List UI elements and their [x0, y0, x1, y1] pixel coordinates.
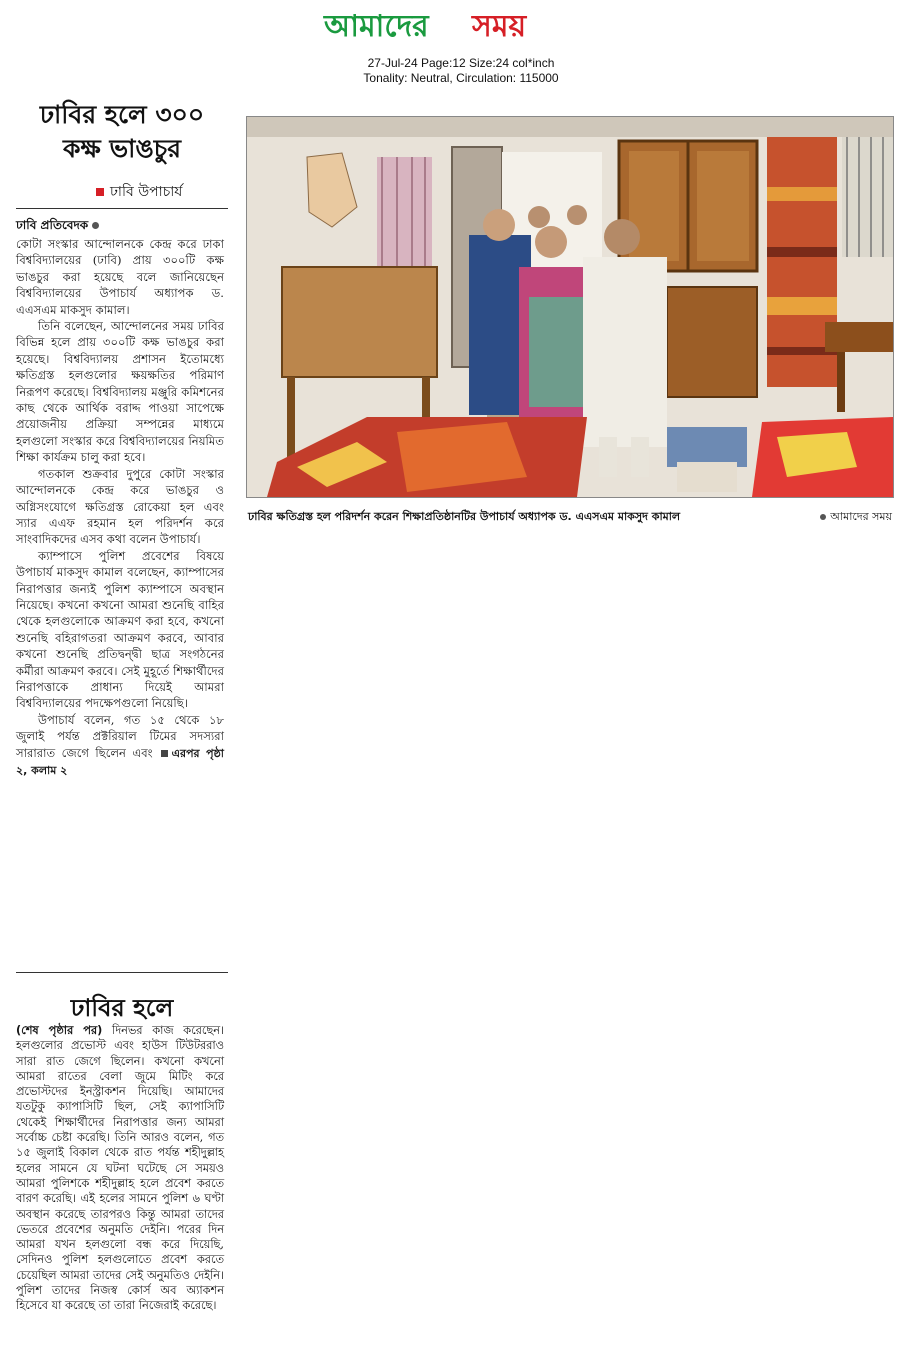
continuation-divider	[16, 972, 228, 973]
photo-illustration	[247, 117, 893, 497]
credit-dot-icon	[820, 514, 826, 520]
byline-text: ঢাবি প্রতিবেদক	[16, 218, 89, 232]
caption-text: ঢাবির ক্ষতিগ্রস্ত হল পরিদর্শন করেন শিক্ষাপ্রতিষ্ঠানটির উপাচার্য অধ্যাপক ড. এএসএম মাকসুদ কামাল	[248, 510, 681, 523]
continuation-text: দিনভর কাজ করেছেন। হলগুলোর প্রভোস্ট এবং হাউস টিউটররাও সারা রাত জেগে ছিলেন। কখনো কখনো আমরা রাতের বেলা জুমে মিটিং করে প্রভোস্টদের ইনস্ট্রাকশন দিয়েছি। আমাদের যতটুকু ক্যাপাসিটি ছিল, সেই ক্যাপাসিটি থেকেই শিক্ষার্থীদের নিরাপত্তার জন্য আমরা সর্বোচ্চ চেষ্টা করেছি। তিনি আরও বলেন, গত ১৫ জুলাই বিকাল থেকে রাত পর্যন্ত শহীদুল্লাহ হলের সামনে যে ঘটনা ঘটেছে সে সময়ও আমরা পুলিশকে শহীদুল্লাহ হলে প্রবেশ করতে বারণ করেছি। এই হলের সামনে পুলিশ ৬ ঘণ্টা অবস্থান করেছে তারপরও কিন্তু আমরা তাদের ভেতরে প্রবেশের অনুমতি দেইনি। পরের দিন আমরা যখন হলগুলো বন্ধ করে দিয়েছি, সেদিনও পুলিশ হলগুলোতে প্রবেশ করতে চেয়েছিল আমরা তাদের সেই অনুমতিও দেইনি। পুলিশ তাদের নিজস্ব কোর্স অব অ্যাকশন হিসেবে যা করেছে তা তারা নিজেরাই করেছে।	[16, 1024, 224, 1313]
headline-divider	[16, 208, 228, 209]
byline-dot-icon	[92, 222, 99, 229]
jump-square-icon	[161, 750, 168, 757]
paragraph-last-text: উপাচার্য বলেন, গত ১৫ থেকে ১৮ জুলাই পর্যন্ত প্রক্টরিয়াল টিমের সদস্যরা সারারাত জেগে ছিলেন এবং	[16, 712, 224, 760]
clipping-meta	[0, 56, 914, 86]
masthead	[0, 0, 914, 50]
paragraph: ক্যাম্পাসে পুলিশ প্রবেশের বিষয়ে উপাচার্য মাকসুদ কামাল বলেছেন, ক্যাম্পাসের নিরাপত্তার জন্যই পুলিশ ক্যাম্পাসে অবস্থান নিয়েছে। কখনো কখনো আমরা শুনেছি বাহির থেকে হলগুলোকে আক্রমণ করা হবে, কখনো শুনেছি বহিরাগতরা আক্রমণ করবে, আবার কখনো শুনেছি প্রতিদ্বন্দ্বী ছাত্র সংগঠনের কর্মীরা আক্রমণ করবে। সেই মুহূর্তে শিক্ষার্থীদের নিরাপত্তাকে প্রাধান্য দিয়েই আমরা বিশ্ববিদ্যালয়ের পদক্ষেপগুলো নিয়েছি।	[16, 548, 224, 711]
subheadline	[96, 180, 232, 204]
continuation-body	[16, 1023, 224, 1314]
continuation-headline: ঢাবির হলে	[70, 993, 174, 1022]
article-body	[16, 236, 224, 779]
credit-text: আমাদের সময়	[830, 510, 892, 523]
newspaper-logo	[322, 2, 597, 46]
photo-caption	[248, 508, 892, 526]
headline-line-1: ঢাবির হলে ৩০০	[39, 100, 205, 129]
tonality-circulation: Tonality: Neutral, Circulation: 115000	[363, 71, 559, 85]
headline	[16, 98, 228, 166]
paragraph: গতকাল শুক্রবার দুপুরে কোটা সংস্কার আন্দোলনকে কেন্দ্র করে ভাঙচুর ও অগ্নিসংযোগে ক্ষতিগ্রস্ত রোকেয়া হল এবং স্যার এএফ রহমান হল পরিদর্শন করে সাংবাদিকদের এসব কথা বলেন উপাচার্য।	[16, 466, 224, 547]
headline-line-2: কক্ষ ভাঙচুর	[63, 134, 181, 163]
paragraph	[16, 712, 224, 780]
article-photo	[246, 116, 894, 498]
logo-part-green: আমাদের	[324, 9, 429, 44]
subhead-text: ঢাবি উপাচার্য	[110, 184, 183, 200]
jump-text: এরপর পৃষ্ঠা ২, কলাম ২	[16, 746, 224, 777]
byline	[16, 217, 99, 237]
continuation-lead: (শেষ পৃষ্ঠার পর)	[16, 1024, 103, 1037]
red-square-bullet-icon	[96, 188, 104, 196]
logo-part-red: সময়	[472, 9, 527, 44]
paragraph: তিনি বলেছেন, আন্দোলনের সময় ঢাবির বিভিন্ন হলে প্রায় ৩০০টি কক্ষ ভাঙচুর করা হয়েছে। বিশ্ববিদ্যালয় প্রশাসন ইতোমধ্যে ক্ষতিগ্রস্ত হলগুলোর ক্ষয়ক্ষতির পরিমাণ নিরূপণ করেছে। বিশ্ববিদ্যালয় মঞ্জুরি কমিশনের কাছ থেকে আর্থিক বরাদ্দ পাওয়া সাপেক্ষে প্রয়োজনীয় প্রক্রিয়া সম্পন্নের মাধ্যমে হলগুলো সংস্কার করে বিশ্ববিদ্যালয়ের নিয়মিত শিক্ষা কার্যক্রম চালু করা হবে।	[16, 319, 224, 465]
date-page-size: 27-Jul-24 Page:12 Size:24 col*inch	[367, 56, 555, 70]
photo-credit	[820, 508, 892, 527]
paragraph: কোটা সংস্কার আন্দোলনকে কেন্দ্র করে ঢাকা বিশ্ববিদ্যালয়ের (ঢাবি) প্রায় ৩০০টি কক্ষ ভাঙচুর করা হয়েছে বলে জানিয়েছেন বিশ্ববিদ্যালয়ের উপাচার্য অধ্যাপক ড. এএসএম মাকসুদ কামাল।	[16, 237, 224, 317]
